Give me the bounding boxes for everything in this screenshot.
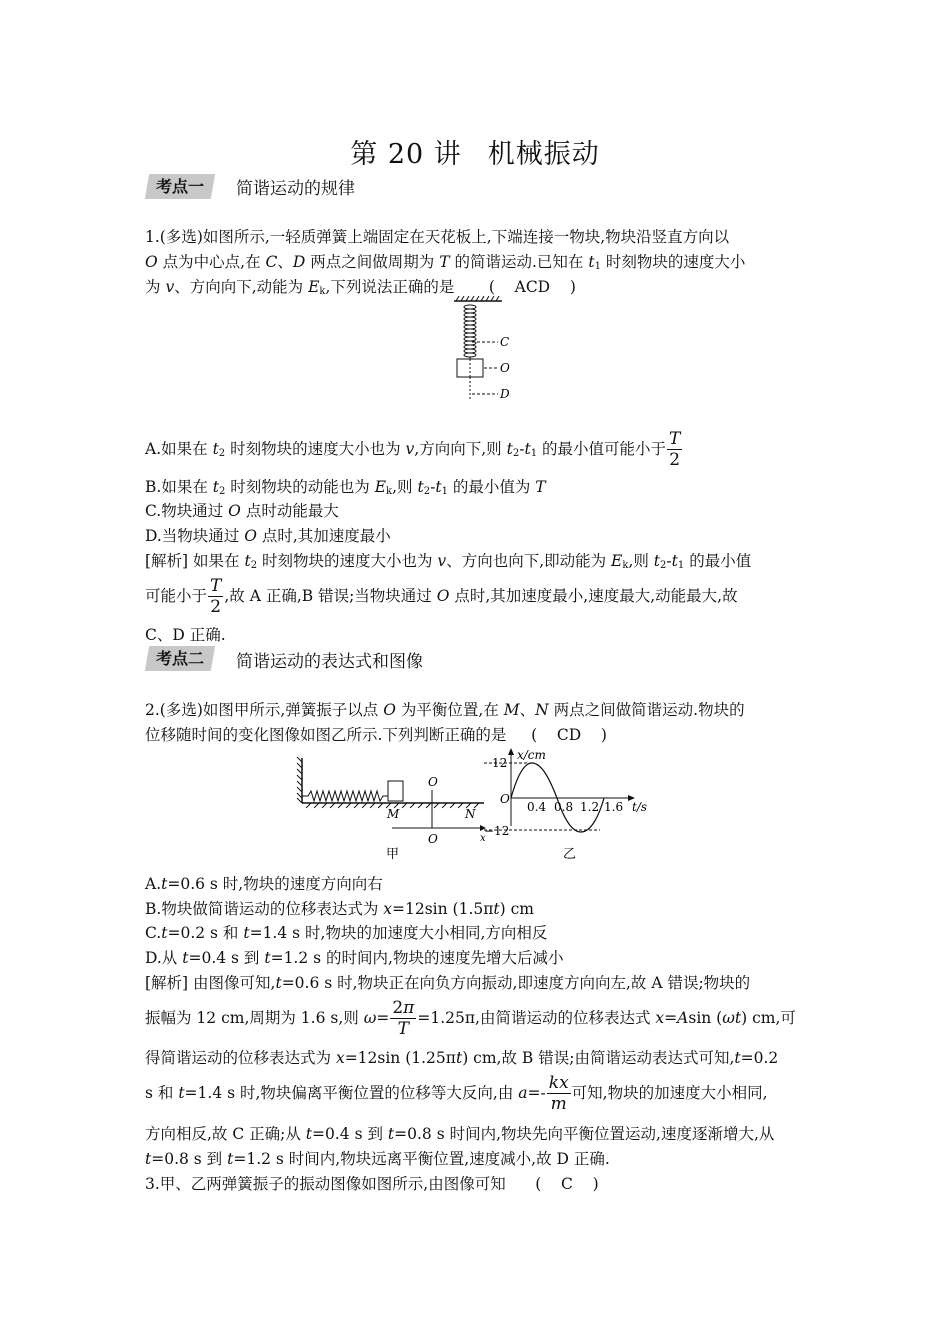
xtick-3: 1.2 (580, 800, 600, 814)
label-o: O (500, 361, 510, 375)
q2-figure (292, 746, 662, 866)
q1-analysis-line-3: C、D 正确. (145, 626, 226, 644)
q1-option-a: A.如果在 $t_2$ 时刻物块的速度大小也为 v,方向向下,则 $t_2-t_1$ 的最小值可能小于 $\frac{T}{2}$ (145, 429, 681, 470)
q1-spring-figure (440, 296, 550, 408)
horizontal-spring (302, 791, 388, 801)
section-badge-1: 考点一 (145, 174, 215, 199)
xtick-4: 1.6 (604, 800, 624, 814)
y-axis-arrow (508, 748, 514, 755)
q2-option-d: D.从 t=0.4 s 到 t=1.2 s 的时间内,物块的速度先增大后减小 (145, 949, 564, 967)
label-o-bottom: O (428, 832, 438, 846)
label-n: N (465, 807, 476, 821)
axis-t-label: t/s (632, 800, 648, 814)
origin-label: O (500, 792, 510, 806)
q1-stem-line-1: 1.(多选)如图所示,一轻质弹簧上端固定在天花板上,下端连接一物块,物块沿竖直方向以 (145, 228, 730, 246)
q3-answer: C (561, 1175, 573, 1193)
label-o-top: O (428, 775, 438, 789)
q2-answer: CD (556, 726, 582, 744)
spring-coil (464, 305, 476, 357)
caption-jia: 甲 (386, 847, 400, 862)
q1-answer: ACD (514, 278, 551, 296)
q2-option-a: A.t=0.6 s 时,物块的速度方向向右 (145, 875, 383, 893)
section-title-2: 简谐运动的表达式和图像 (236, 652, 423, 672)
figure-jia (297, 757, 486, 862)
caption-yi: 乙 (563, 847, 577, 862)
q2-analysis-line-2: 振幅为 12 cm,周期为 1.6 s,则 ω= $\frac{2\pi}{T}$ =1.25π,由简谐运动的位移表达式 x=Asin (ωt) cm,可 (145, 998, 796, 1039)
label-d: D (500, 387, 510, 401)
q2-analysis-line-4: s 和 t=1.4 s 时,物块偏离平衡位置的位移等大反向,由 a=- $\frac{kx}{m}$ 可知,物块的加速度大小相同, (145, 1073, 768, 1114)
label-c: C (500, 335, 510, 349)
q1-option-d: D.当物块通过 O 点时,其加速度最小 (145, 527, 391, 545)
figure-yi (484, 748, 647, 862)
q2-stem-line-2: 位移随时间的变化图像如图乙所示.下列判断正确的是 ( CD ) (145, 726, 607, 744)
q2-analysis-line-3: 得简谐运动的位移表达式为 x=12sin (1.25πt) cm,故 B 错误;由简谐运动表达式可知,t=0.2 (145, 1049, 779, 1067)
label-x: x (480, 833, 486, 844)
page-title: 第 20 讲 机械振动 (350, 139, 600, 170)
xtick-2: 0.8 (554, 800, 574, 814)
q2-analysis-line-1: [解析] 由图像可知,t=0.6 s 时,物块正在向负方向振动,即速度方向向左,故 A 错误;物块的 (145, 974, 751, 992)
q1-analysis-line-1: [解析] 如果在 $t_2$ 时刻物块的速度大小也为 v、方向也向下,即动能为 $E_k$,则 $t_2-t_1$ 的最小值 (145, 552, 752, 571)
oscillator-block (388, 781, 403, 801)
ytick-neg: −12 (484, 824, 510, 838)
q2-option-b: B.物块做简谐运动的位移表达式为 x=12sin (1.5πt) cm (145, 900, 535, 918)
section-badge-2: 考点二 (145, 646, 215, 671)
label-m: M (387, 807, 400, 821)
ytick-pos: 12 (492, 756, 508, 770)
q1-analysis-line-2: 可能小于 $\frac{T}{2}$ ,故 A 正确,B 错误;当物块通过 O 点时,其加速度最小,速度最大,动能最大,故 (145, 576, 738, 617)
q3-stem: 3.甲、乙两弹簧振子的振动图像如图所示,由图像可知 ( C ) (145, 1175, 599, 1193)
axis-y-label: x/cm (517, 748, 546, 762)
q2-analysis-line-5: 方向相反,故 C 正确;从 t=0.4 s 到 t=0.8 s 时间内,物块先向平衡位置运动,速度逐渐增大,从 (145, 1125, 775, 1143)
q1-option-b: B.如果在 $t_2$ 时刻物块的动能也为 $E_k$,则 $t_2-t_1$ 的最小值为 T (145, 478, 546, 497)
q2-option-c: C.t=0.2 s 和 t=1.4 s 时,物块的加速度大小相同,方向相反 (145, 924, 548, 942)
q1-option-c: C.物块通过 O 点时动能最大 (145, 502, 339, 520)
q1-stem-line-3: 为 v、方向向下,动能为 $E_k$,下列说法正确的是 ( ACD ) (145, 278, 576, 297)
q2-analysis-line-6: t=0.8 s 到 t=1.2 s 时间内,物块远离平衡位置,速度减小,故 D 正确. (145, 1150, 610, 1168)
q1-stem-line-2: O 点为中心点,在 C、D 两点之间做周期为 T 的简谐运动.已知在 $t_1$ 时刻物块的速度大小 (145, 253, 746, 272)
section-title-1: 简谐运动的规律 (236, 179, 355, 199)
q2-stem-line-1: 2.(多选)如图甲所示,弹簧振子以点 O 为平衡位置,在 M、N 两点之间做简谐运动.物块的 (145, 701, 745, 719)
xtick-1: 0.4 (527, 800, 547, 814)
